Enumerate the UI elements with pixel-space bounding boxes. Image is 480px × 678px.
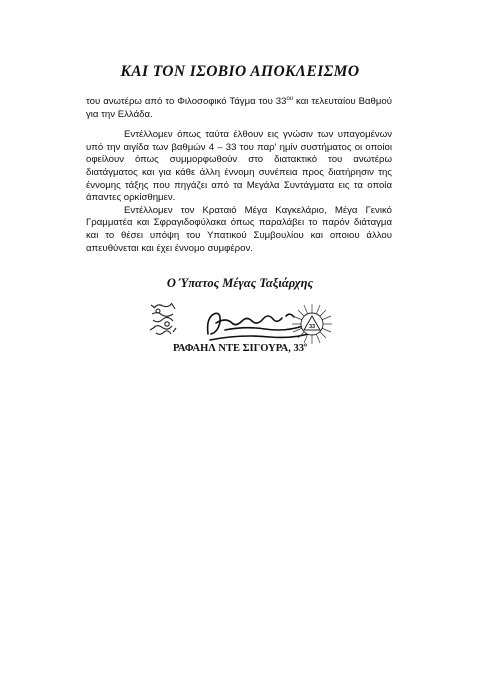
signatory-degree-mark: ο	[303, 342, 307, 349]
paragraph-1-text-after: και τελευταίου Βαθμού για την Ελλάδα.	[86, 96, 393, 120]
decree-heading: ΚΑΙ ΤΟΝ ΙΣΟΒΙΟ ΑΠΟΚΛΕΙΣΜΟ	[120, 63, 360, 80]
paragraph-1-superscript: ου	[286, 95, 294, 102]
seal-stamp-icon	[148, 300, 178, 338]
office-title: Ο Ύπατος Μέγας Ταξιάρχης	[166, 276, 314, 290]
signatory-name-text: ΡΑΦΑΗΛ ΝΤΕ ΣΙΓΟΥΡΑ, 33	[173, 343, 304, 354]
paragraph-1	[86, 96, 392, 121]
emblem-icon	[290, 302, 334, 346]
paragraph-2: Εντέλλομεν όπως ταύτα έλθουν εις γνώσιν των υπαγομένων υπό την αιγίδα των βαθμών 4 – 33 του παρ' ημίν συστήματος οι οποίοι οφείλουν όπως συμμορφωθούν στο διατακτικό του ανωτέρω διατάγματος και για κάθε άλλη έννομη συνέπεια προς διατήρησιν της έννομης τάξης που πηγάζει από τα Μεγάλα Συντάγματα εις τα οποία άπαντες ορκίσθημεν.	[86, 129, 392, 204]
paragraph-1-text-before: του ανωτέρω από το Φιλοσοφικό Τάγμα του 33	[86, 96, 287, 107]
signatory-name	[0, 343, 480, 354]
paragraph-3: Εντέλλομεν τον Κραταιό Μέγα Καγκελάριο, Μέγα Γενικό Γραμματέα και Σφραγιδοφύλακα όπως παραλάβει το παρόν διάταγμα και το θέσει υπόψη του Υπατικού Συμβουλίου και οποιου άλλου απευθύνεται και έχει έννομο συμφέρον.	[86, 204, 392, 254]
emblem-mark: 33	[308, 324, 316, 330]
decree-body	[86, 96, 392, 263]
